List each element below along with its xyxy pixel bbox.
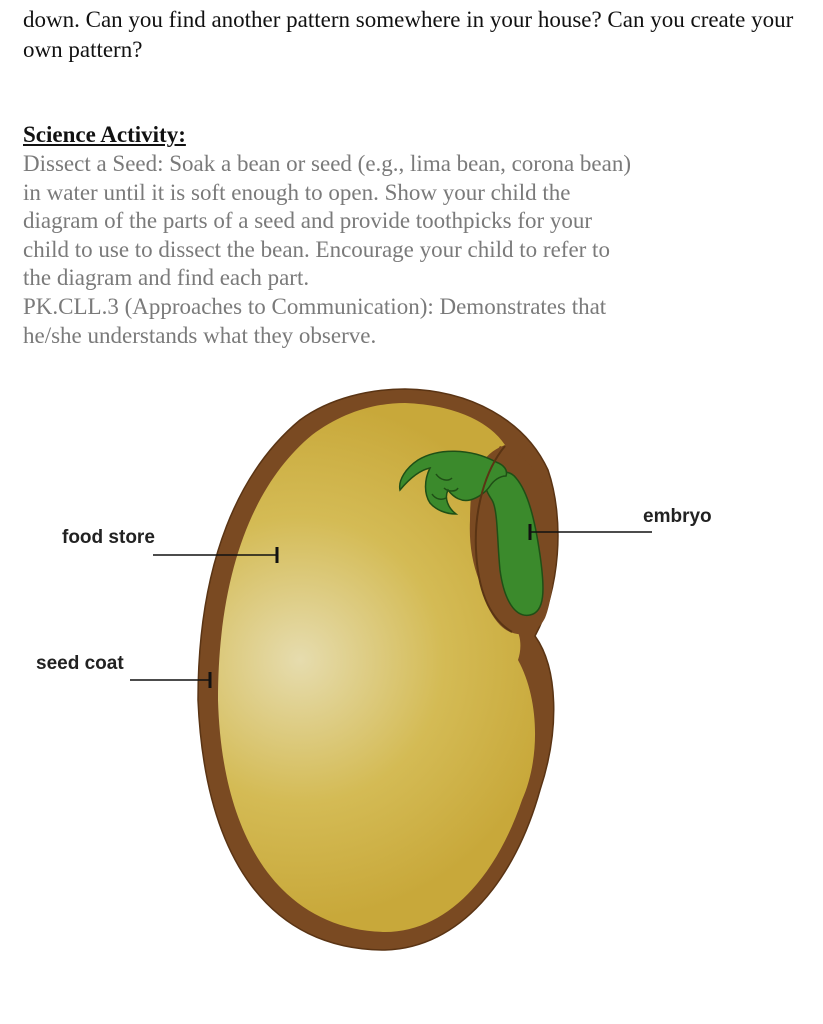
embryo-leaves — [400, 451, 507, 514]
embryo-leaf-detail — [432, 474, 458, 499]
activity-standard: PK.CLL.3 (Approaches to Communication): Demonstrates that he/she understands what they observe. — [23, 293, 607, 348]
science-activity-body — [23, 150, 643, 350]
embryo-shape — [486, 472, 543, 615]
seed-coat-shape — [198, 389, 558, 950]
coat-fold-line — [476, 446, 512, 632]
embryo-pocket — [476, 446, 554, 634]
food-store-shape — [218, 403, 535, 932]
intro-paragraph: down. Can you find another pattern somewhere in your house? Can you create your own pattern? — [23, 7, 794, 62]
embryo-label: embryo — [643, 506, 712, 527]
food-store-label: food store — [62, 527, 155, 548]
science-activity-heading: Science Activity: — [23, 122, 186, 147]
activity-instructions: Dissect a Seed: Soak a bean or seed (e.g., lima bean, corona bean) in water until it is soft enough to open. Show your child the diagram of the parts of a seed and provide toothpicks for your child to use to dissect the bean. Encourage your child to refer to the diagram and find each part. — [23, 151, 631, 291]
seed-coat-label: seed coat — [36, 653, 124, 674]
